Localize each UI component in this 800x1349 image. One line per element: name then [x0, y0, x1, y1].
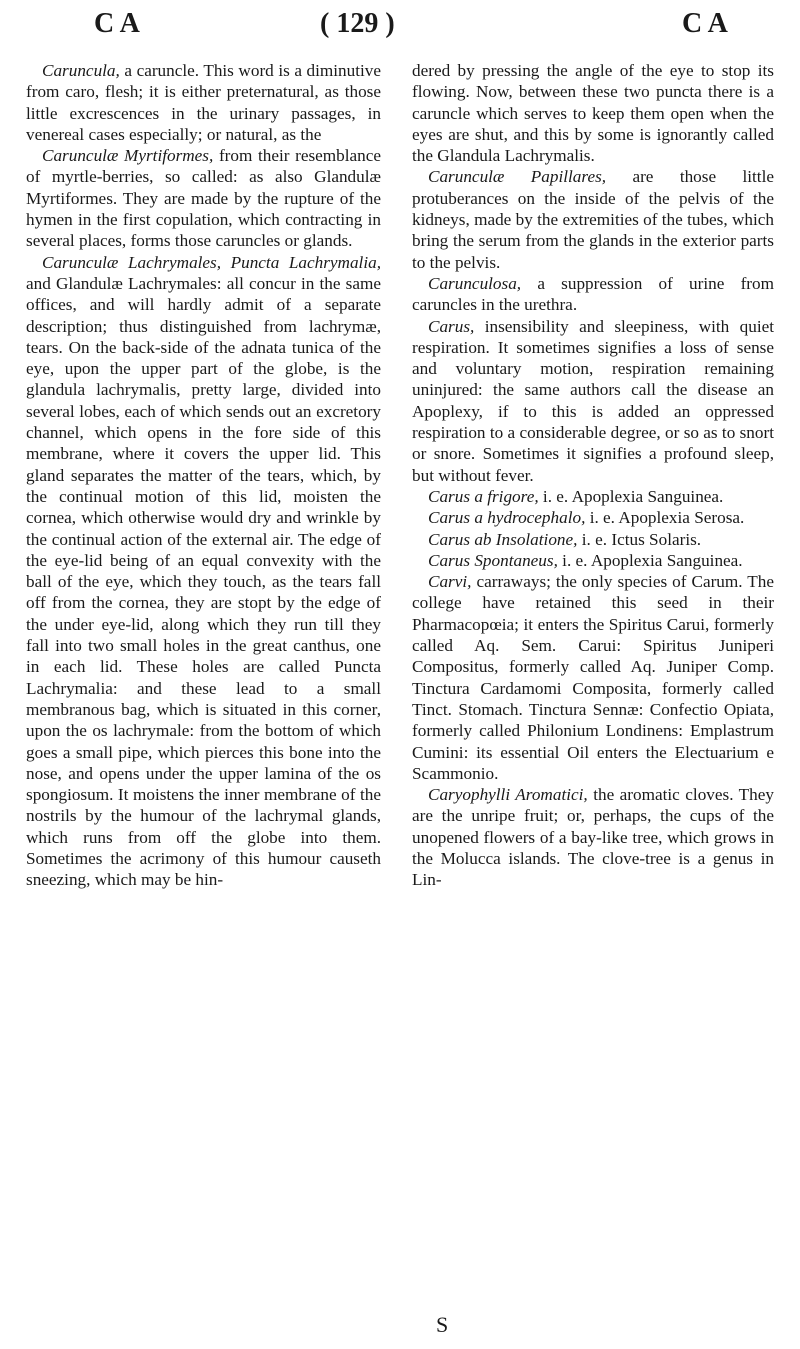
left-column — [26, 60, 381, 891]
entry-text: a caruncle. This word is a diminutive from caro, flesh; it is either preternatural, as those little excrescences in the urinary passages, in venereal cases especially; or natural, as the — [26, 61, 381, 144]
entry-headword: Carus Spontaneus, — [428, 550, 558, 570]
entry-text: carraways; the only species of Carum. The college have retained this seed in their Pharmacopœia; it enters the Spiritus Carui, formerly called Aq. Sem. Carui: Spiritus Juniperi Compositus, formerly called Aq. Juniper Comp. Tinctura Cardamomi Composita, formerly called Tinct. Stomach. Tinctura Sennæ: Confectio Opiata, formerly called Philonium Londinens: Emplastrum Cumini: its essential Oil enters the Electuarium e Scammonio. — [412, 572, 774, 783]
page-number: ( 129 ) — [320, 8, 395, 39]
entry-carunculosa — [412, 273, 774, 316]
running-head-left: C A — [94, 8, 140, 39]
entry-headword: Caruncula, — [42, 61, 120, 80]
entry-text: i. e. Ictus Solaris. — [577, 529, 702, 549]
entry-text: i. e. Apoplexia Sanguinea. — [557, 550, 743, 570]
entry-continuation — [412, 60, 774, 166]
entry-carunculae-papillares — [412, 166, 774, 272]
right-column — [412, 60, 774, 891]
running-head — [0, 8, 800, 48]
entry-carunculae-lachrymales — [26, 252, 381, 891]
entry-headword: Carus ab Insolatione, — [428, 529, 578, 549]
entry-text: and Glandulæ Lachrymales: all concur in the same offices, and will hardly admit of a separate description; thus distinguished from lachrymæ, tears. On the back-side of the adnata tunica of the eye, upon the upper part of the globe, is the glandula lachrymalis, pretty large, divided into several lobes, each of which sends out an excretory channel, which opens in the fore side of this membrane, where it covers the upper lid. This gland separates the matter of the tears, which, by the continual motion of this lid, moisten the cornea, which otherwise would dry and wrinkle by the continual action of the external air. The edge of the eye-lid being of an equal convexity with the ball of the eye, which they touch, as the tears fall off from the cornea, they are stopt by the edge of the under eye-lid, along which they run till they fall into two small holes in the great canthus, one in each lid. These holes are called Puncta Lachrymalia: and these lead to a small membranous bag, which is situated in this corner, upon the os lachrymale: from the bottom of which goes a small pipe, which pierces this bone into the nose, and opens under the upper lamina of the os spongiosum. It moistens the inner membrane of the nostrils by the humour of the lachrymal glands, which runs from off the globe into them. Sometimes the acrimony of this humour causeth sneezing, which may be hin- — [26, 273, 381, 890]
entry-carus-spontaneus — [412, 550, 774, 571]
entry-text: from their resemblance of myrtle-berries, so called: as also Glandulæ Myrtiformes. They are made by the rupture of the hymen in the first copulation, which contracting in several places, forms those caruncles or glands. — [26, 146, 382, 251]
entry-carunculae-myrtiformes — [26, 145, 381, 251]
entry-headword: Carunculæ Lachrymales, Puncta Lachrymalia, — [42, 252, 381, 272]
signature-mark: S — [436, 1312, 449, 1337]
entry-headword: Carunculosa, — [428, 273, 522, 293]
entry-carus-ab-insolatione — [412, 529, 774, 550]
entry-headword: Carus a hydrocephalo, — [428, 508, 586, 528]
entry-headword: Carus a frigore, — [428, 486, 539, 506]
entry-headword: Caryophylli Aromatici, — [428, 785, 588, 805]
entry-headword: Carus, — [428, 316, 475, 336]
entry-text: a suppression of urine from caruncles in the urethra. — [412, 273, 774, 315]
entry-carvi — [412, 571, 774, 784]
entry-caruncula — [26, 60, 381, 145]
entry-caryophylli-aromatici — [412, 784, 774, 890]
entry-carus-a-hydrocephalo — [412, 507, 774, 528]
entry-headword: Carunculæ Myrtiformes, — [42, 146, 214, 166]
entry-text: insensibility and sleepiness, with quiet respiration. It sometimes signifies a loss of sense and voluntary motion, respiration remaining uninjured: the same authors call the disease an Apoplexy, if to this is added an oppressed respiration to a considerable degree, or so as to snort or snore. Sometimes it signifies a profound sleep, but without fever. — [412, 316, 774, 485]
entry-carus-a-frigore — [412, 486, 774, 507]
entry-text: i. e. Apoplexia Serosa. — [585, 508, 745, 528]
entry-text: dered by pressing the angle of the eye to stop its flowing. Now, between these two puncta there is a caruncle which serves to keep them open when the eyes are shut, and this by some is ignorantly called the Glandula Lachrymalis. — [412, 61, 774, 166]
entry-headword: Carvi, — [428, 572, 472, 592]
entry-text: are those little protuberances on the inside of the pelvis of the kidneys, made by the extremities of the tubes, which bring the serum from the glands in the exterior parts to the pelvis. — [412, 167, 774, 272]
entry-headword: Carunculæ Papillares, — [428, 167, 607, 187]
entry-carus — [412, 316, 774, 486]
entry-text: the aromatic cloves. They are the unripe fruit; or, perhaps, the cups of the unopened flowers of a bay-like tree, which grows in the Molucca islands. The clove-tree is a genus in Lin- — [412, 785, 774, 890]
running-head-right: C A — [682, 8, 728, 39]
entry-text: i. e. Apoplexia Sanguinea. — [538, 486, 724, 506]
